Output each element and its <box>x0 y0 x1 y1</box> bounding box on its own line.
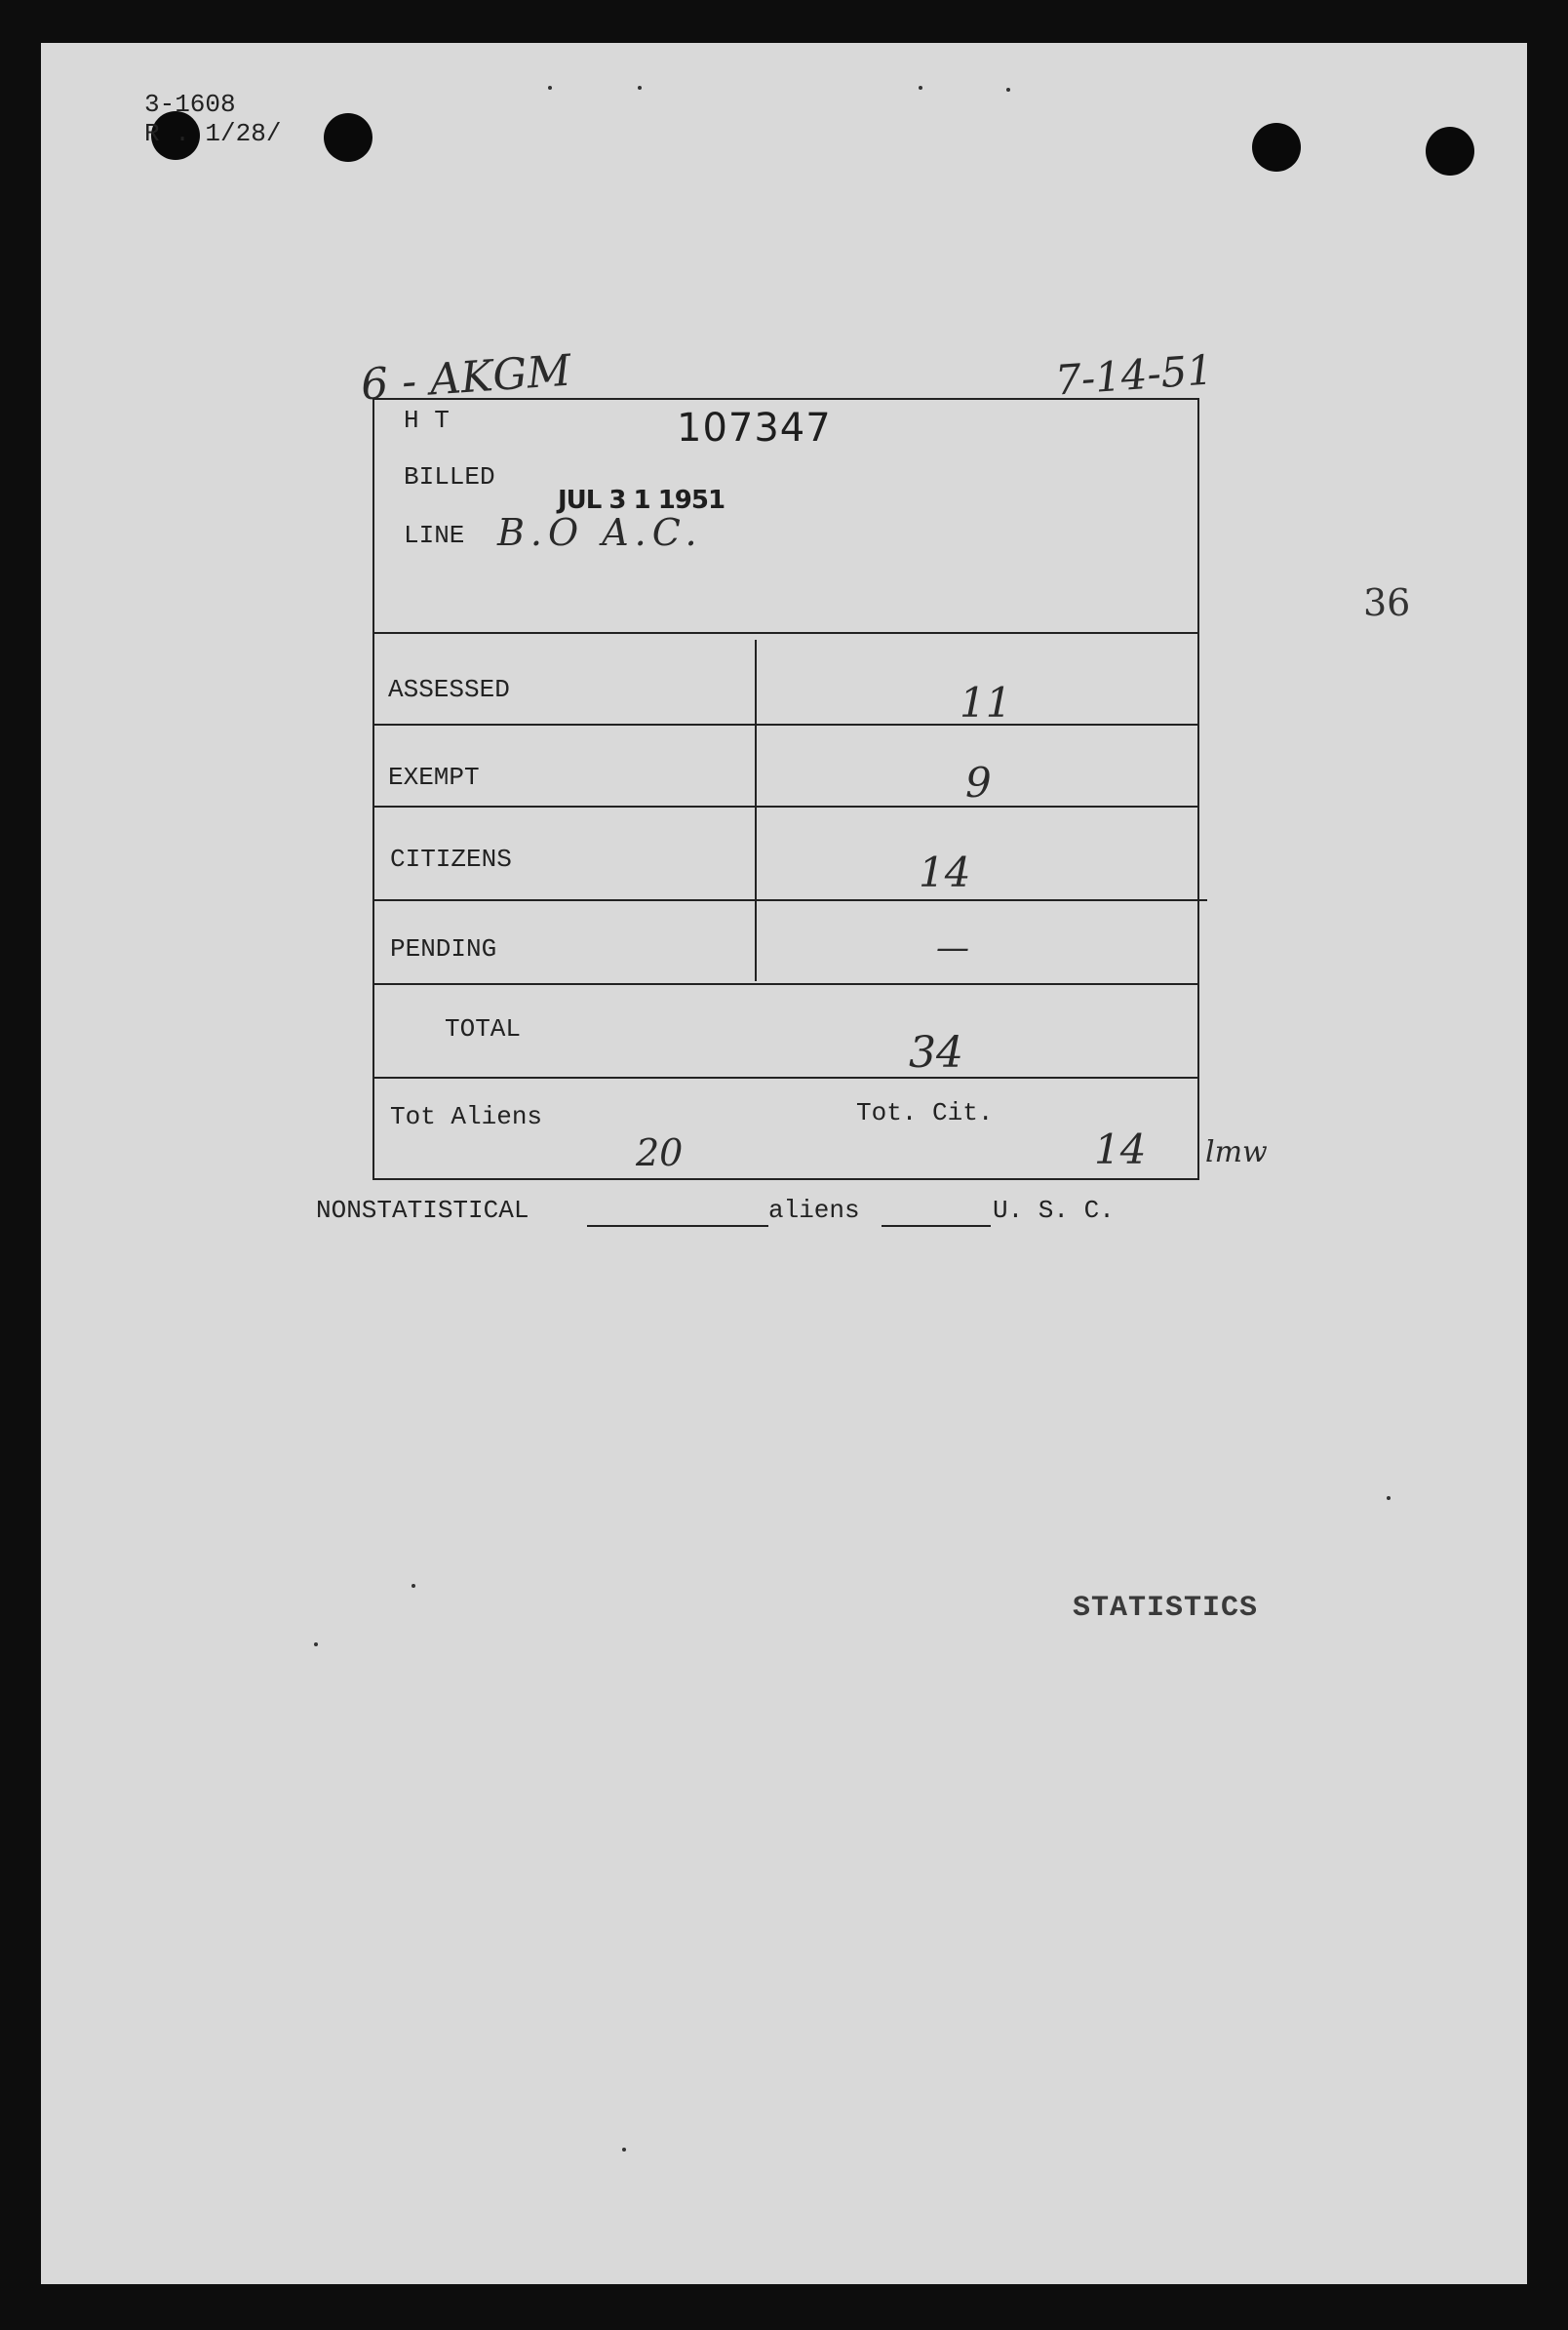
rule <box>372 899 1207 901</box>
row-label-pending: PENDING <box>390 934 497 964</box>
rule <box>372 632 1199 634</box>
total-label: TOTAL <box>445 1014 522 1044</box>
binder-hole-right-2 <box>1426 127 1474 176</box>
tot-aliens-label: Tot Aliens <box>390 1102 543 1131</box>
tot-cit-value: 14 <box>1094 1126 1147 1173</box>
total-value: 34 <box>909 1028 963 1078</box>
tot-cit-label: Tot. Cit. <box>856 1098 994 1127</box>
row-label-assessed: ASSESSED <box>388 675 510 704</box>
nonstat-aliens-label: aliens <box>768 1196 860 1225</box>
nonstat-blank-1 <box>587 1225 768 1227</box>
handwritten-initials: lmw <box>1205 1135 1268 1169</box>
binder-hole-right-1 <box>1252 123 1301 172</box>
nonstatistical-label: NONSTATISTICAL <box>316 1196 529 1225</box>
handwritten-flight-code: 6 - AKGM <box>359 345 573 411</box>
row-label-exempt: EXEMPT <box>388 763 480 792</box>
row-value-citizens: 14 <box>919 849 971 896</box>
statistics-stamp: STATISTICS <box>1073 1592 1259 1625</box>
rule <box>372 1077 1199 1079</box>
handwritten-date: 7-14-51 <box>1053 345 1215 405</box>
form-number: 3-1608 <box>144 90 236 119</box>
row-value-pending: — <box>936 928 969 968</box>
ht-label: H T <box>404 406 450 435</box>
line-label: LINE <box>404 521 465 550</box>
page-number: 36 <box>1363 581 1411 624</box>
binder-hole-left-2 <box>324 113 372 162</box>
form-revision: R . 1/28/ <box>144 119 282 148</box>
tot-aliens-value: 20 <box>636 1131 684 1174</box>
handwritten-line-name: B.O A.C. <box>497 511 703 554</box>
rule <box>372 724 1199 726</box>
billed-date-stamp: JUL 3 1 1951 <box>558 486 725 515</box>
rule <box>372 983 1199 985</box>
ht-number: 107347 <box>677 406 832 451</box>
row-value-assessed: 11 <box>960 679 1012 727</box>
document-sheet <box>41 43 1527 2284</box>
row-label-citizens: CITIZENS <box>390 845 512 874</box>
row-value-exempt: 9 <box>965 759 992 807</box>
column-divider <box>755 640 757 981</box>
billed-label: BILLED <box>404 462 495 492</box>
nonstat-usc-label: U. S. C. <box>993 1196 1115 1225</box>
rule <box>372 806 1199 808</box>
nonstat-blank-2 <box>882 1225 991 1227</box>
